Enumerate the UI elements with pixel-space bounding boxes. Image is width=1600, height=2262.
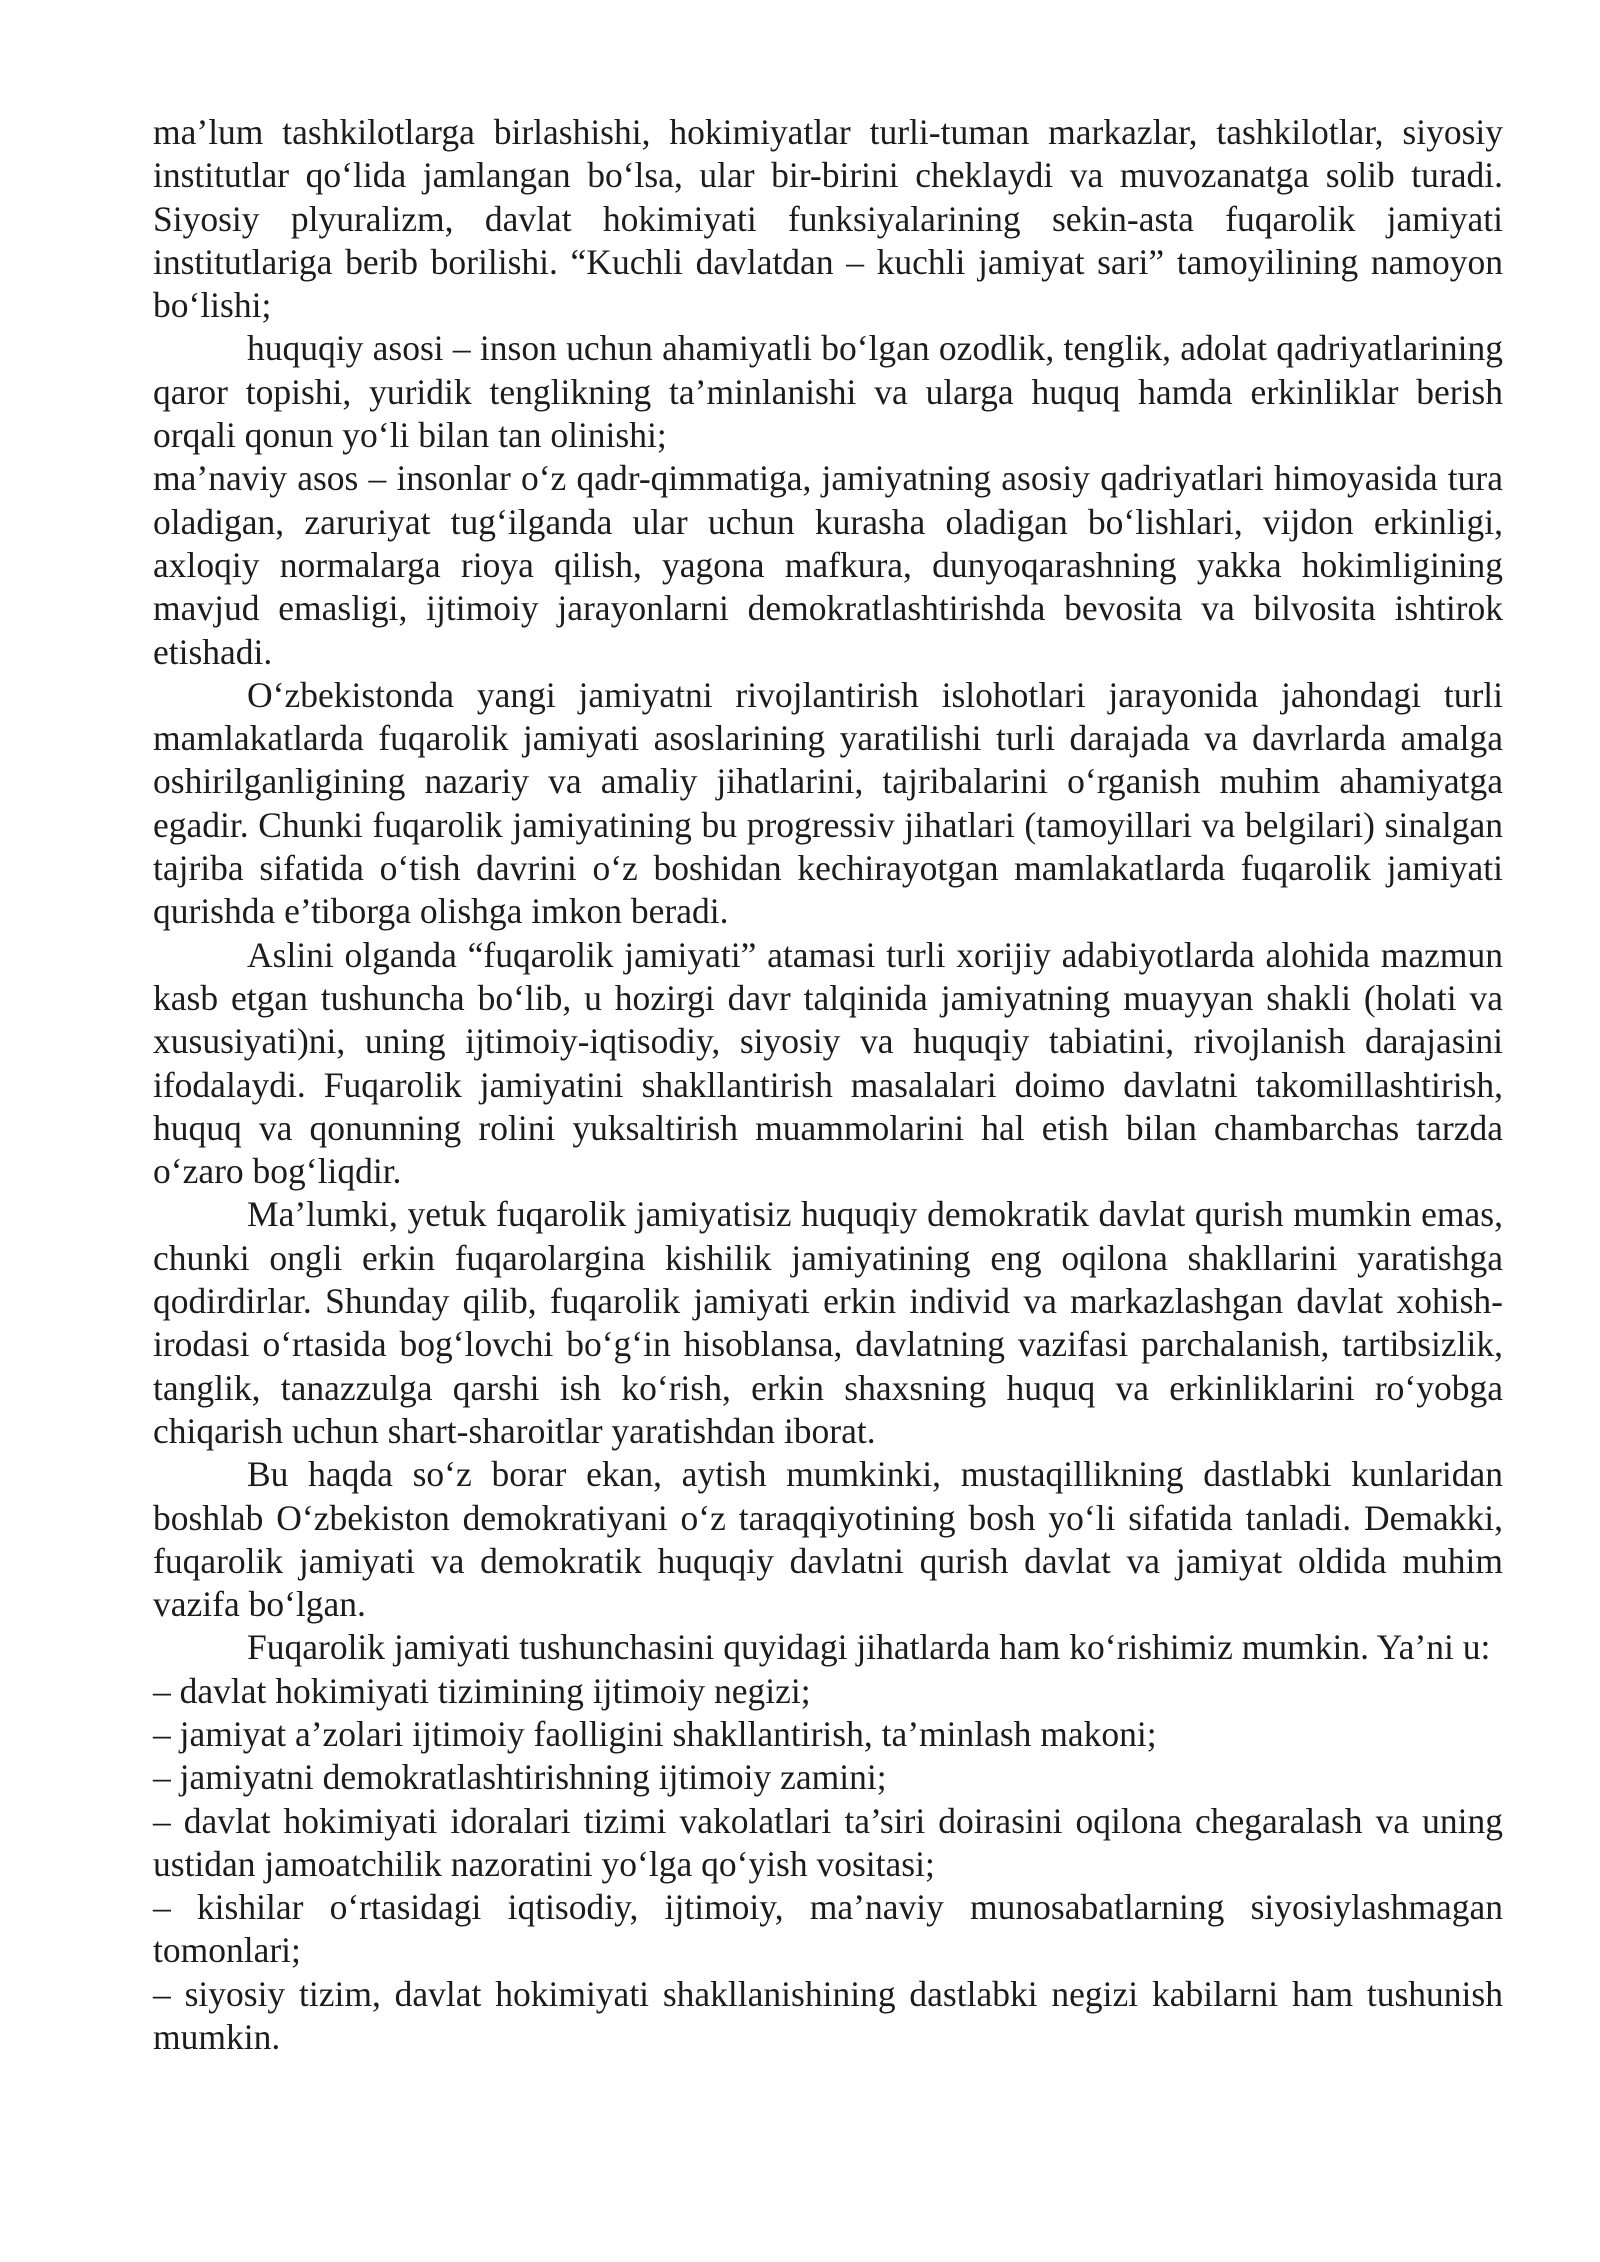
- paragraph-continuation: ma’lum tashkilotlarga birlashishi, hokimiyatlar turli-tuman markazlar, tashkilotlar, siyosiy institutlar qo‘lida jamlangan bo‘lsa, ular bir-birini cheklaydi va muvozanatga solib turadi. Siyosiy plyuralizm, davlat hokimiyati funksiyalarining sekin-asta fuqarolik jamiyati institutlariga berib borilishi. “Kuchli davlatdan – kuchli jamiyat sari” tamoyilining namoyon bo‘lishi;: [153, 112, 1503, 326]
- paragraph-term-meaning: Aslini olganda “fuqarolik jamiyati” atamasi turli xorijiy adabiyotlarda alohida mazmun kasb etgan tushuncha bo‘lib, u hozirgi davr talqinida jamiyatning muayyan shakli (holati va xususiyati)ni, uning ijtimoiy-iqtisodiy, siyosiy va huquqiy tabiatini, rivojlanish darajasini ifodalaydi. Fuqarolik jamiyatini shakllantirish masalalari doimo davlatni takomillashtirish, huquq va qonunning rolini yuksaltirish muammolarini hal etish bilan chambarchas tarzda o‘zaro bog‘liqdir.: [153, 934, 1503, 1192]
- paragraph-spiritual-basis: ma’naviy asos – insonlar o‘z qadr-qimmatiga, jamiyatning asosiy qadriyatlari himoyasida tura oladigan, zaruriyat tug‘ilganda ular uchun kurasha oladigan bo‘lishlari, vijdon erkinligi, axloqiy normalarga rioya qilish, yagona mafkura, dunyoqarashning yakka hokimligining mavjud emasligi, ijtimoiy jarayonlarni demokratlashtirishda bevosita va bilvosita ishtirok etishadi.: [153, 458, 1503, 672]
- paragraph-mature-society: Ma’lumki, yetuk fuqarolik jamiyatisiz huquqiy demokratik davlat qurish mumkin emas, chunki ongli erkin fuqarolargina kishilik jamiyatining eng oqilona shakllarini yaratishga qodirdirlar. Shunday qilib, fuqarolik jamiyati erkin individ va markazlashgan davlat xohish-irodasi o‘rtasida bog‘lovchi bo‘g‘in hisoblansa, davlatning vazifasi parchalanish, tartibsizlik, tanglik, tanazzulga qarshi ish ko‘rish, erkin shaxsning huquq va erkinliklarini ro‘yobga chiqarish uchun shart-sharoitlar yaratishdan iborat.: [153, 1194, 1503, 1451]
- list-item: – davlat hokimiyati tizimining ijtimoiy negizi;: [153, 1670, 811, 1711]
- list-item: – jamiyatni demokratlashtirishning ijtimoiy zamini;: [153, 1757, 887, 1798]
- list-item: – siyosiy tizim, davlat hokimiyati shakllanishining dastlabki negizi kabilarni ham tushunish mumkin.: [153, 1973, 1503, 2058]
- paragraph-uzbekistan-reforms: O‘zbekistonda yangi jamiyatni rivojlantirish islohotlari jarayonida jahondagi turli mamlakatlarda fuqarolik jamiyati asoslarining yaratilishi turli darajada va davrlarda amalga oshirilganligining nazariy va amaliy jihatlarini, tajribalarini o‘rganish muhim ahamiyatga egadir. Chunki fuqarolik jamiyatining bu progressiv jihatlari (tamoyillari va belgilari) sinalgan tajriba sifatida o‘tish davrini o‘z boshidan kechirayotgan mamlakatlarda fuqarolik jamiyati qurishda e’tiborga olishga imkon beradi.: [153, 674, 1503, 932]
- document-page: [153, 111, 1503, 2059]
- list-item: – davlat hokimiyati idoralari tizimi vakolatlari ta’siri doirasini oqilona chegaralash va uning ustidan jamoatchilik nazoratini yo‘lga qo‘yish vositasi;: [153, 1800, 1503, 1884]
- list-item: – kishilar o‘rtasidagi iqtisodiy, ijtimoiy, ma’naviy munosabatlarning siyosiylashmagan tomonlari;: [153, 1887, 1503, 1971]
- paragraph-legal-basis: huquqiy asosi – inson uchun ahamiyatli bo‘lgan ozodlik, tenglik, adolat qadriyatlarining qaror topishi, yuridik tenglikning ta’minlanishi va ularga huquq hamda erkinliklar berish orqali qonun yo‘li bilan tan olinishi;: [153, 328, 1503, 456]
- list-item: – jamiyat a’zolari ijtimoiy faolligini shakllantirish, ta’minlash makoni;: [153, 1713, 1157, 1754]
- paragraph-aspects-intro: Fuqarolik jamiyati tushunchasini quyidagi jihatlarda ham ko‘rishimiz mumkin. Ya’ni u:: [247, 1627, 1491, 1668]
- paragraph-independence: Bu haqda so‘z borar ekan, aytish mumkinki, mustaqillikning dastlabki kunlaridan boshlab O‘zbekiston demokratiyani o‘z taraqqiyotining bosh yo‘li sifatida tanladi. Demakki, fuqarolik jamiyati va demokratik huquqiy davlatni qurish davlat va jamiyat oldida muhim vazifa bo‘lgan.: [153, 1454, 1503, 1625]
